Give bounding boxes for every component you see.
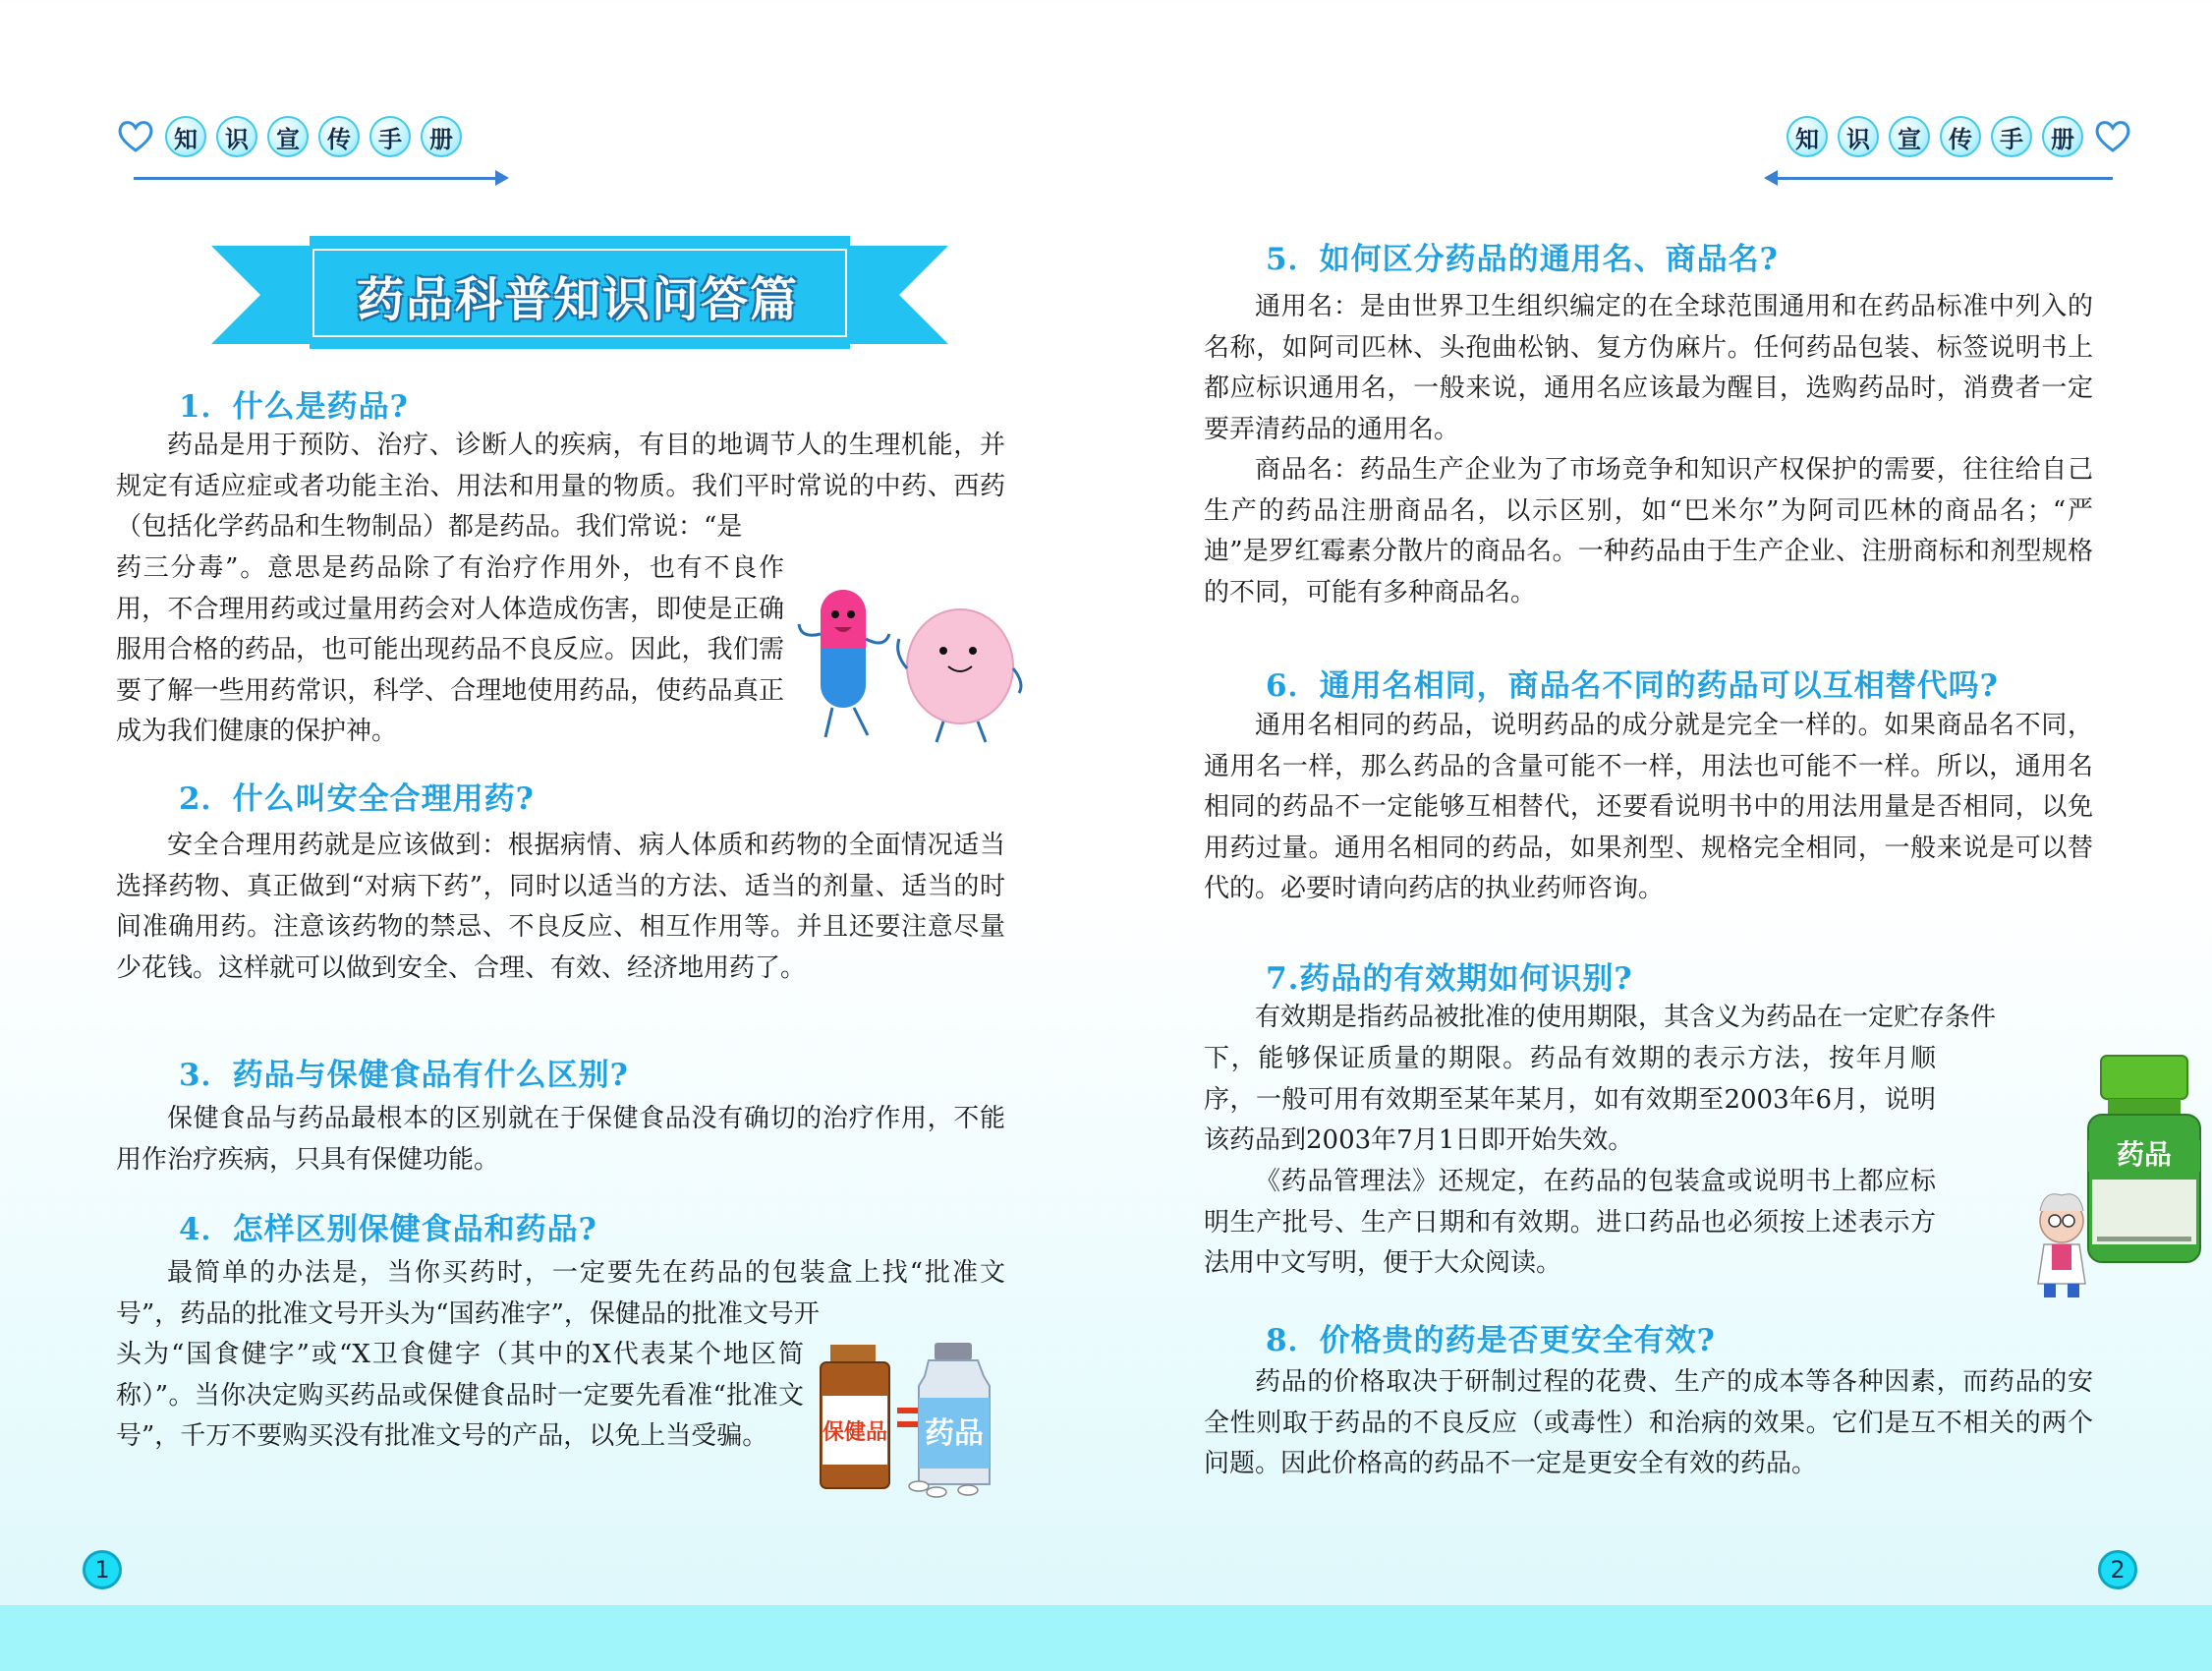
header-char: 手 <box>1991 116 2032 157</box>
health-product-vs-drug-illustration <box>811 1337 1012 1499</box>
heart-icon <box>116 117 155 156</box>
answer-6-paragraph: 通用名相同的药品，说明药品的成分就是完全一样的。如果商品名不同，通用名一样，那么药品的含量可能不一样，用法也可能不一样。所以，通用名相同的药品不一定能够互相替代，还要看说明书中的用法用量是否相同，以免用药过量。通用名相同的药品，如果剂型、规格完全相同，一般来说是可以替代的。必要时请向药店的执业药师咨询。 <box>1204 711 2093 903</box>
header-char: 宣 <box>1889 116 1930 157</box>
pill-characters-illustration <box>791 580 1027 747</box>
answer-3-paragraph: 保健食品与药品最根本的区别就在于保健食品没有确切的治疗作用，不能用作治疗疾病，只具有保健功能。 <box>116 1104 1005 1175</box>
question-8-heading: 8．价格贵的药是否更安全有效? <box>1266 1323 1716 1358</box>
header-char: 手 <box>369 116 411 157</box>
medicine-bottle-illustration <box>1906 1052 2212 1307</box>
banner-title: 药品科普知识问答篇 <box>356 271 799 327</box>
bottle-label: 药品 <box>2116 1138 2173 1171</box>
question-3-heading: 3．药品与保健食品有什么区别? <box>179 1058 629 1093</box>
answer-5-paragraph-b: 商品名：药品生产企业为了市场竞争和知识产权保护的需要，往往给自己生产的药品注册商品名，以示区别，如“巴米尔”为阿司匹林的商品名；“严迪”是罗红霉素分散片的商品名。一种药品由于生产企业、注册商标和剂型规格的不同，可能有多种商品名。 <box>1204 455 2093 607</box>
question-5-heading: 5．如何区分药品的通用名、商品名? <box>1266 242 1779 277</box>
section-banner <box>211 236 948 354</box>
page-number: 1 <box>83 1550 122 1589</box>
header-char: 知 <box>165 116 206 157</box>
header-char: 识 <box>1838 116 1879 157</box>
header-arrow-line <box>1777 177 2113 180</box>
answer-2-paragraph: 安全合理用药就是应该做到：根据病情、病人体质和药物的全面情况适当选择药物、真正做到“对病下药”，同时以适当的方法、适当的剂量、适当的时间准确用药。注意该药物的禁忌、不良反应、相互作用等。并且还要注意尽量少花钱。这样就可以做到安全、合理、有效、经济地用药了。 <box>116 831 1005 983</box>
header-char: 识 <box>216 116 257 157</box>
question-2-heading: 2．什么叫安全合理用药? <box>179 781 535 817</box>
answer-8-paragraph: 药品的价格取决于研制过程的花费、生产的成本等各种因素，而药品的安全性则取于药品的不良反应（或毒性）和治病的效果。它们是互不相关的两个问题。因此价格高的药品不一定是更安全有效的药品。 <box>1204 1367 2093 1478</box>
health-product-label: 保健品 <box>822 1420 888 1445</box>
answer-4-paragraph-a: 最简单的办法是，当你买药时，一定要先在药品的包装盒上找“批准文号”，药品的批准文号开头为“国药准字”，保健品的批准文号开 <box>116 1258 1005 1329</box>
header-char: 宣 <box>267 116 309 157</box>
left-page <box>0 0 1106 1602</box>
header-char: 传 <box>318 116 360 157</box>
header-char: 册 <box>2042 116 2083 157</box>
page-number: 2 <box>2098 1550 2137 1589</box>
arrow-right-icon <box>495 170 509 186</box>
heart-icon <box>2093 117 2132 156</box>
answer-7-paragraph-a-rest: 下，能够保证质量的期限。药品有效期的表示方法，按年月顺序，一般可用有效期至某年某月，如有效期至2003年6月，说明该药品到2003年7月1日即开始失效。 <box>1204 1044 1936 1155</box>
header-char: 传 <box>1940 116 1981 157</box>
answer-7-paragraph-b: 《药品管理法》还规定，在药品的包装盒或说明书上都应标明生产批号、生产日期和有效期。进口药品也必须按上述表示方法用中文写明，便于大众阅读。 <box>1204 1167 1936 1278</box>
header-arrow-line <box>134 177 497 180</box>
question-4-heading: 4．怎样区别保健食品和药品? <box>179 1212 597 1247</box>
question-6-heading: 6．通用名相同，商品名不同的药品可以互相替代吗? <box>1266 668 1999 704</box>
answer-1-paragraph-a: 药品是用于预防、治疗、诊断人的疾病，有目的地调节人的生理机能，并规定有适应症或者功能主治、用法和用量的物质。我们平时常说的中药、西药（包括化学药品和生物制品）都是药品。我们常说：“是 <box>116 431 1005 542</box>
right-header <box>1720 116 2132 195</box>
answer-1-paragraph-b: 药三分毒”。意思是药品除了有治疗作用外，也有不良作用，不合理用药或过量用药会对人体造成伤害，即使是正确服用合格的药品，也可能出现药品不良反应。因此，我们需要了解一些用药常识，科学、合理地使用药品，使药品真正成为我们健康的保护神。 <box>116 553 784 746</box>
answer-5-paragraph-a: 通用名：是由世界卫生组织编定的在全球范围通用和在药品标准中列入的名称，如阿司匹林、头孢曲松钠、复方伪麻片。任何药品包装、标签说明书上都应标识通用名，一般来说，通用名应该最为醒目，选购药品时，消费者一定要弄清药品的通用名。 <box>1204 292 2093 444</box>
question-1-heading: 1．什么是药品? <box>179 389 409 425</box>
header-char: 册 <box>421 116 462 157</box>
answer-4-paragraph-b: 头为“国食健字”或“X卫食健字（其中的X代表某个地区简称）”。当你决定购买药品或保健食品时一定要先看准“批准文号”，千万不要购买没有批准文号的产品，以免上当受骗。 <box>116 1340 804 1451</box>
header-char: 知 <box>1787 116 1828 157</box>
bottom-band <box>0 1605 2212 1671</box>
left-header <box>116 116 509 195</box>
right-page <box>1106 0 2212 1602</box>
arrow-left-icon <box>1764 170 1778 186</box>
question-7-heading: 7.药品的有效期如何识别? <box>1266 961 1633 997</box>
answer-7-paragraph-a-lead: 有效期是指药品被批准的使用期限，其含义为药品在一定贮存条件 <box>1255 1003 1997 1032</box>
drug-label: 药品 <box>925 1416 984 1451</box>
